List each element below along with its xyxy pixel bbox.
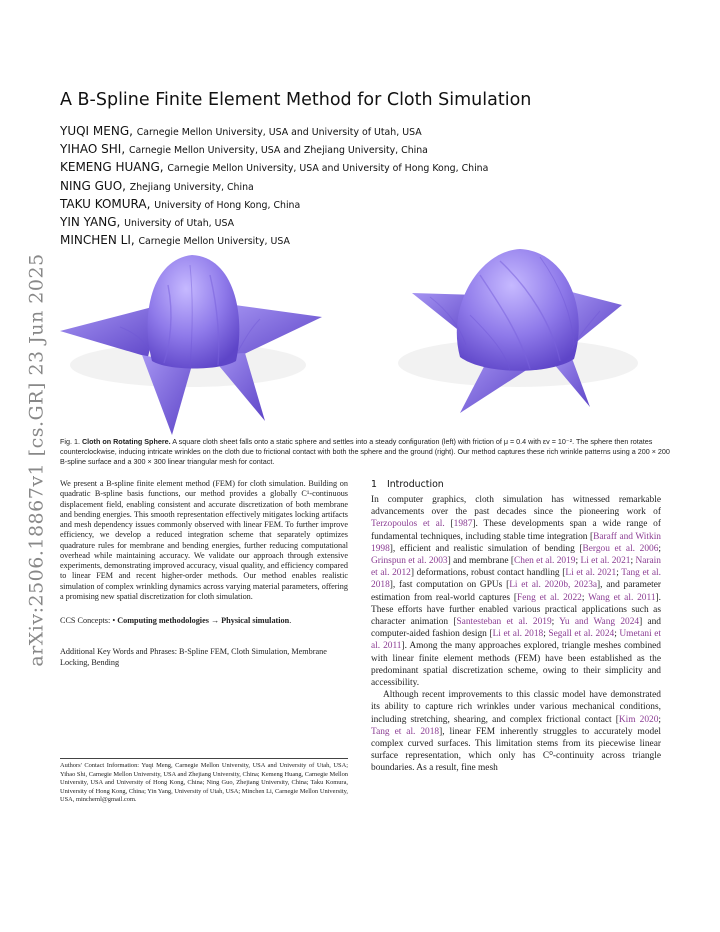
citation-link[interactable]: Santesteban et al. 2019 [456,617,552,628]
cloth-render-left [60,255,322,435]
author-line [60,214,700,232]
citation-link[interactable]: Bergou et al. 2006 [582,543,659,554]
author-affiliation: University of Hong Kong, China [154,199,301,211]
cloth-render-right [398,249,638,413]
citation-link[interactable]: Chen et al. 2019 [514,556,576,567]
citation-link[interactable]: Tang et al. 2018 [371,726,440,737]
author-line [60,196,700,214]
body-text: ; [616,568,622,579]
body-text: [ [444,519,454,530]
body-text: ; [581,592,589,603]
author-line [60,123,700,141]
body-text: ]. Among the many approaches explored, triangle meshes combined with linear finite element methods (FEM) have been established as the predominant spatial discretization scheme, owing to their simplicity and accessibility. [371,641,661,689]
body-text: ; [575,556,581,567]
caption-text: A square cloth sheet falls onto a static sphere and settles into a steady configuration (left) with friction of μ = 0.4 with εv = 10⁻². The sphere then rotates counterclockwise, inducing intricate wrinkles on the cloth due to frictional contact with both the sphere and the ground (right). Our method captures these rich wrinkle patterns using a 200 × 200 B-spline surface and a 300 × 300 linear triangular mesh for contact. [60,437,670,466]
citation-link[interactable]: Li et al. 2021 [580,556,631,567]
body-text: ] and computer-aided fashion design [ [371,617,661,640]
body-text: ; [658,543,662,554]
right-column [371,479,661,775]
body-text: ; [658,714,661,725]
citation-link[interactable]: 1987 [453,519,473,530]
body-text: ] deformations, robust contact handling [ [410,568,566,579]
intro-paragraph-2 [371,689,661,774]
author-affiliation: Carnegie Mellon University, USA and University of Utah, USA [136,127,422,138]
body-text: ], linear FEM inherently struggles to accurately model complex curved surfaces. This limitation stems from its piecewise linear surface representation, which only has C⁰-continuity across triangle boundaries. As a result, fine mesh [371,726,661,774]
paper-title: A B-Spline Finite Element Method for Cloth Simulation [60,90,532,110]
section-title: Introduction [386,479,444,490]
body-text: Although recent improvements to this classic model have demonstrated its ability to capture rich wrinkles under various mechanical conditions, including stretching, shearing, and complex frictional contact [ [371,690,661,725]
author-affiliation: Carnegie Mellon University, USA [138,236,290,248]
citation-link[interactable]: Terzopoulos et al. [371,519,445,530]
citation-link[interactable]: Tang et al. 2018 [371,568,661,591]
citation-link[interactable]: Baraff and Witkin 1998 [371,531,661,554]
author-contact-info: Authors' Contact Information: Yuqi Meng, Carnegie Mellon University, USA and University of Utah, USA; Yihao Shi, Carnegie Mellon University, USA and Zhejiang University, China; Kemeng Huang, Carnegie Mellon University, USA and University of Hong Kong, China; Ning Guo, Zhejiang University, China; Taku Komura, University of Hong Kong, China; Yin Yang, University of Utah, USA; Minchen Li, Carnegie Mellon University, USA, minchernl@gmail.com. [60,758,348,805]
teaser-figure [60,245,672,435]
author-list [60,123,700,250]
author-name: TAKU KOMURA, [60,196,155,211]
ccs-concept: Computing methodologies → Physical simulation [117,616,290,625]
citation-link[interactable]: Umetani et al. 2011 [371,629,662,652]
author-affiliation: University of Utah, USA [124,218,235,230]
section-number: 1 [371,479,377,490]
body-text: ] and membrane [ [447,556,515,567]
caption-label: Fig. 1. [60,437,80,446]
body-text: ; [630,556,636,567]
author-line [60,159,700,177]
author-affiliation: Zhejiang University, China [129,181,254,193]
abstract: We present a B-spline finite element method (FEM) for cloth simulation. Building on quadratic B-spline basis functions, our method provides a globally C¹-continuous displacement field, enabling consistent and accurate discretization of both membrane and bending energies. This smooth representation effectively mitigates locking artifacts and mesh dependency issues commonly observed with linear FEM. To further improve efficiency, we develop a reduced integration scheme that separately optimizes quadrature rules for membrane and bending energies, further reducing computational overhead while maintaining accuracy. We validate our approach through extensive experiments, demonstrating improved accuracy, visual quality, and efficiency compared to linear FEM and recent higher-order methods. Our method enables realistic simulation of complex wrinkling dynamics across varying material parameters, offering a promising new spatial discretization for cloth simulation. [60,479,348,601]
body-text: ]. These efforts have further enabled various practical applications such as character animation [ [371,592,661,628]
body-text: ], and parameter estimation from real-world captures [ [371,580,661,603]
author-name: KEMENG HUANG, [60,160,168,175]
author-name: NING GUO, [60,178,130,193]
section-heading [371,479,661,490]
citation-link[interactable]: Li et al. 2021 [565,568,617,579]
figure-caption [60,437,672,467]
citation-link[interactable]: Kim 2020 [618,714,659,725]
intro-paragraph-1 [371,494,661,689]
citation-link[interactable]: Li et al. 2020b, 2023a [509,580,598,591]
author-name: YIHAO SHI, [60,142,129,157]
cloth-renders [60,245,672,435]
author-affiliation: Carnegie Mellon University, USA and University of Hong Kong, China [167,163,489,175]
author-name: YIN YANG, [60,215,125,230]
citation-link[interactable]: Segall et al. 2024 [548,629,615,640]
citation-link[interactable]: Grinspun et al. 2003 [371,556,448,567]
body-text: ; [543,629,549,640]
citation-link[interactable]: Yu and Wang 2024 [559,617,640,628]
body-text: ; [614,629,620,640]
ccs-end: . [289,616,292,625]
citation-link[interactable]: Wang et al. 2011 [588,592,656,603]
body-text: ]. These developments span a wide range of fundamental techniques, including stable time integration [ [371,519,661,542]
citation-link[interactable]: Feng et al. 2022 [517,592,582,603]
ccs-concepts [60,616,348,626]
citation-link[interactable]: Narain et al. 2012 [371,556,661,579]
body-text: ], fast computation on GPUs [ [389,580,510,591]
citation-link[interactable]: Li et al. 2018 [492,629,544,640]
body-text: ; [551,617,560,628]
author-line [60,141,700,159]
author-name: MINCHEN LI, [60,233,139,248]
body-text: In computer graphics, cloth simulation has witnessed remarkable advancements over the past decades since the pioneering work of [371,495,661,518]
arxiv-id[interactable]: arXiv:2506.18867v1 [cs.GR] 23 Jun 2025 [26,253,49,667]
author-name: YUQI MENG, [60,124,137,138]
ccs-label: CCS Concepts: • [60,616,116,625]
keywords: Additional Key Words and Phrases: B-Spline FEM, Cloth Simulation, Membrane Locking, Bending [60,647,327,667]
body-text: ], efficient and realistic simulation of bending [ [389,543,583,554]
left-column [60,479,348,668]
author-affiliation: Carnegie Mellon University, USA and Zhejiang University, China [128,145,428,157]
caption-bold: Cloth on Rotating Sphere. [81,437,171,446]
arxiv-sidebar-stamp [20,250,54,670]
author-line [60,178,700,196]
